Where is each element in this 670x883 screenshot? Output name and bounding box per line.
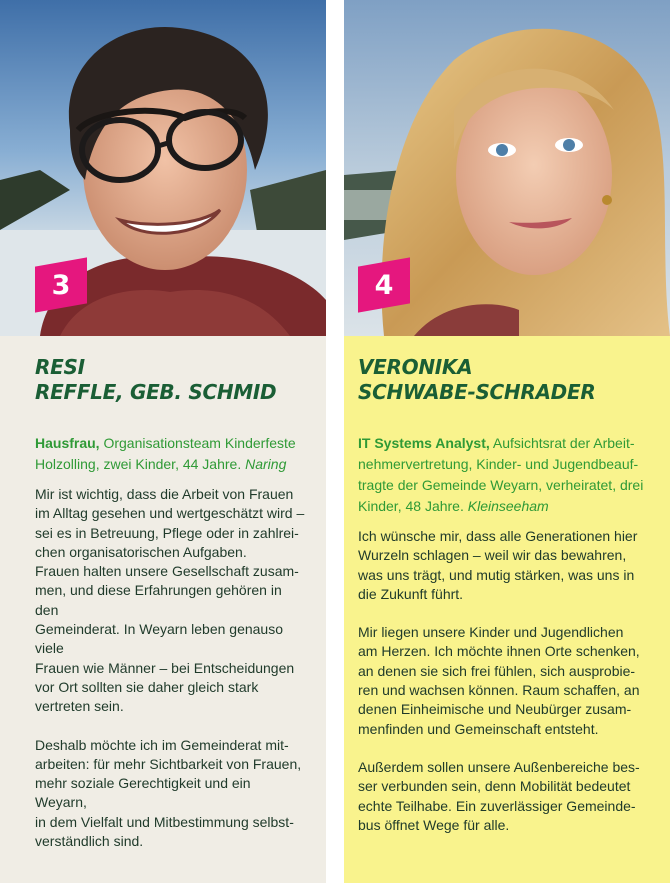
statement-paragraph: Mir liegen unsere Kinder und Jugendlichen am Herzen. Ich möchte ihnen Orte schenken, an denen sie sich frei fühlen, sich ausprobie- ren und wachsen können. Raum schaffen, an denen Einheimische und Neubürger zusam- menfinden und Gemeinschaft entsteht.	[358, 624, 640, 737]
candidate-meta	[35, 433, 306, 475]
candidate-text	[358, 355, 650, 854]
statement-paragraph: Außerdem sollen unsere Außenbereiche bes- ser verbunden sein, denn Mobilität bedeutet echte Teilhabe. Ein zuverlässiger Gemeinde- bus öffnet Wege für alle.	[358, 758, 640, 833]
statement-paragraph: Ich wünsche mir, dass alle Generationen hier Wurzeln schlagen – weil wir das bewahren, was uns trägt, und mutig stärken, was uns in die Zukunft führt.	[358, 528, 638, 602]
candidate-name	[358, 355, 650, 405]
statement-paragraph: Deshalb möchte ich im Gemeinderat mit- arbeiten: für mehr Sichtbarkeit von Frauen, mehr soziale Gerechtigkeit und ein Weyarn, in dem Vielfalt und Mitbestimmung selbst- verständlich sind.	[35, 736, 302, 850]
candidate-first-name: RESI	[35, 355, 85, 379]
candidate-name	[35, 355, 306, 405]
candidate-statement	[358, 527, 650, 835]
candidate-details: Organisationsteam Kinderfeste Holzolling, zwei Kinder, 44 Jahre.	[35, 435, 296, 472]
candidate-place: Naring	[245, 456, 287, 472]
candidate-number: 3	[51, 269, 71, 301]
candidate-photo	[344, 0, 670, 336]
candidate-card-4	[344, 0, 670, 883]
candidate-place: Kleinseeham	[467, 498, 549, 514]
candidate-details: Aufsichtsrat der Arbeit-nehmervertretung, Kinder- und Jugendbeauf-tragte der Gemeinde Weyarn, verheiratet, drei Kinder, 48 Jahre.	[358, 435, 644, 514]
candidate-occupation: IT Systems Analyst,	[358, 435, 490, 451]
candidate-text	[35, 355, 306, 870]
candidate-photo	[0, 0, 326, 336]
candidate-first-name: VERONIKA	[358, 355, 473, 379]
candidate-statement	[35, 485, 306, 851]
candidate-number-badge	[35, 257, 87, 312]
statement-paragraph: Mir ist wichtig, dass die Arbeit von Frauen im Alltag gesehen und wertgeschätzt wird – sei es in Betreuung, Pflege oder in zahlrei- chen organisatorischen Aufgaben. Frauen halten unsere Gesellschaft zusam- men, und diese Erfahrungen gehören in den Gemeinderat. In Weyarn leben genauso viele Frauen wie Männer – bei Entscheidungen vor Ort sollten sie daher gleich stark vertreten sein.	[35, 486, 305, 715]
candidate-number-badge	[358, 257, 410, 312]
candidate-meta	[358, 433, 650, 517]
candidate-occupation: Hausfrau,	[35, 435, 100, 451]
candidate-number: 4	[374, 269, 394, 301]
candidate-card-3	[0, 0, 326, 883]
candidate-last-name: REFFLE, GEB. SCHMID	[35, 380, 277, 404]
candidate-last-name: SCHWABE-SCHRADER	[358, 380, 596, 404]
